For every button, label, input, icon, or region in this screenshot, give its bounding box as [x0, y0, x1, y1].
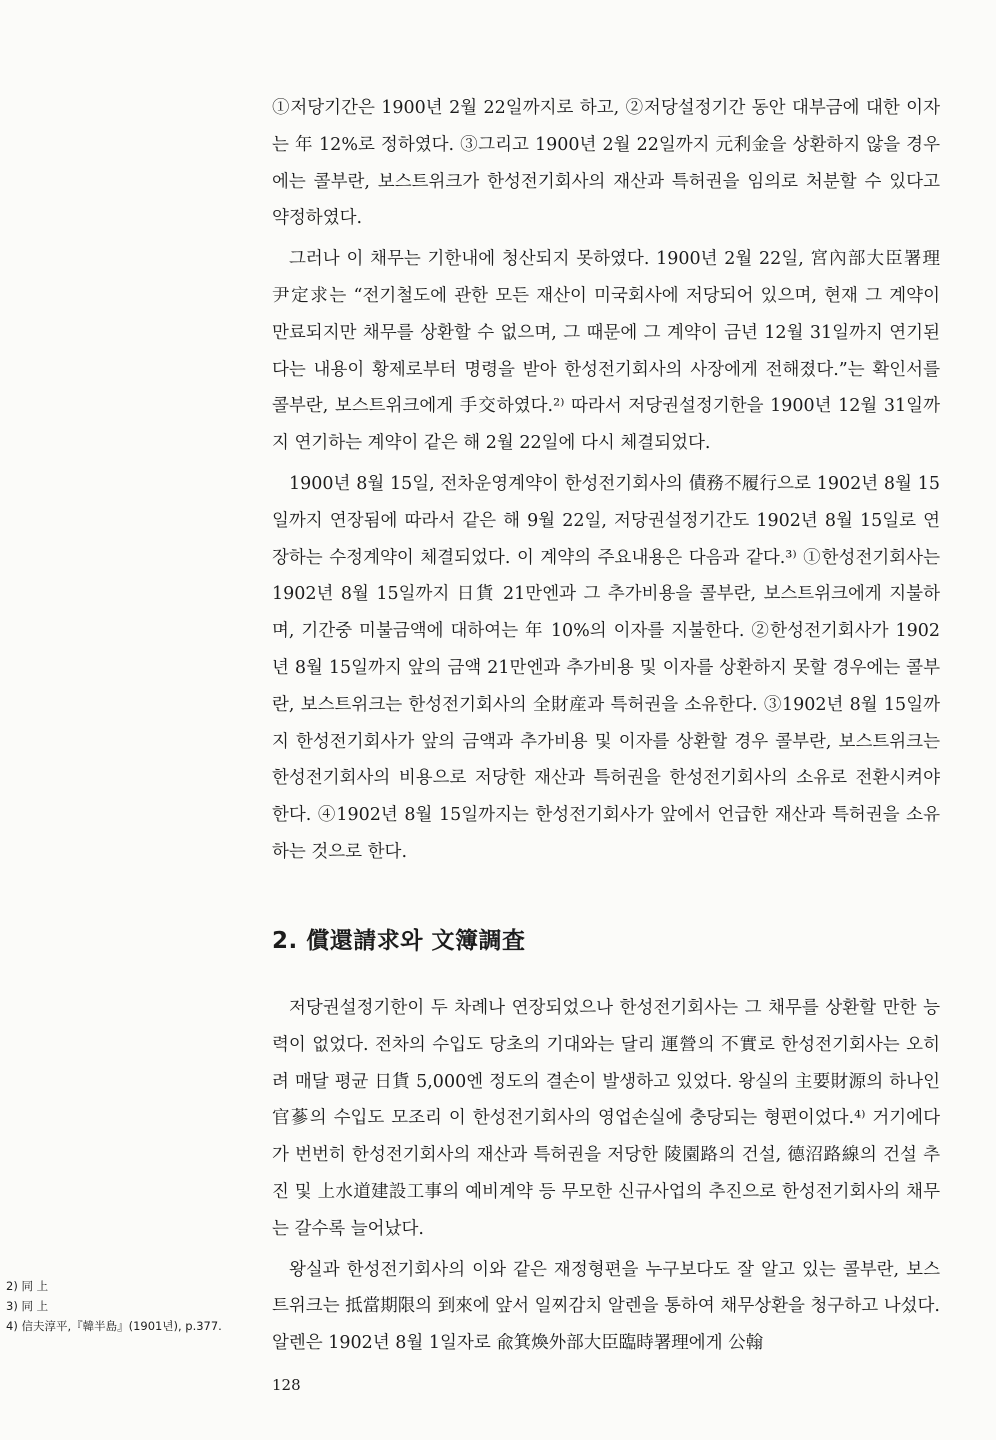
section-heading: 2. 償還請求와 文簿調査	[272, 928, 526, 954]
footnotes	[6, 1276, 256, 1336]
paragraph-2: 그러나 이 채무는 기한내에 청산되지 못하였다. 1900년 2월 22일, 宮內部大臣署理 尹定求는 “전기철도에 관한 모든 재산이 미국회사에 저당되어 있으며, 현재 그 계약이 만료되지만 채무를 상환할 수 없으며, 그 때문에 그 계약이 금년 12월 31일까지 연기된다는 내용이 황제로부터 명령을 받아 한성전기회사의 사장에게 전해졌다.”는 확인서를 콜부란, 보스트위크에게 手交하였다.²⁾ 따라서 저당권설정기한을 1900년 12월 31일까지 연기하는 계약이 같은 해 2월 22일에 다시 체결되었다.	[272, 249, 940, 454]
paragraph-1: ①저당기간은 1900년 2월 22일까지로 하고, ②저당설정기간 동안 대부금에 대한 이자는 年 12%로 정하였다. ③그리고 1900년 2월 22일까지 元利金을 상환하지 않을 경우에는 콜부란, 보스트위크가 한성전기회사의 재산과 특허권을 임의로 처분할 수 있다고 약정하였다.	[272, 98, 940, 229]
paragraph-5: 왕실과 한성전기회사의 이와 같은 재정형편을 누구보다도 잘 알고 있는 콜부란, 보스트위크는 抵當期限의 到來에 앞서 일찌감치 알렌을 통하여 채무상환을 청구하고 나섰다. 알렌은 1902년 8월 1일자로 兪箕煥外部大臣臨時署理에게 公翰	[272, 1259, 940, 1354]
paragraph-4: 저당권설정기한이 두 차례나 연장되었으나 한성전기회사는 그 채무를 상환할 만한 능력이 없었다. 전차의 수입도 당초의 기대와는 달리 運營의 不實로 한성전기회사는 오히려 매달 평균 日貨 5,000엔 정도의 결손이 발생하고 있었다. 왕실의 主要財源의 하나인 官蔘의 수입도 모조리 이 한성전기회사의 영업손실에 충당되는 형편이었다.⁴⁾ 거기에다가 번번히 한성전기회사의 재산과 특허권을 저당한 陵園路의 건설, 德沼路線의 건설 추진 및 上水道建設工事의 예비계약 등 무모한 신규사업의 추진으로 한성전기회사의 채무는 갈수록 늘어났다.	[272, 998, 940, 1239]
footnote-4: 4) 信夫淳平,『韓半島』(1901년), p.377.	[6, 1319, 222, 1333]
section2-text	[272, 990, 940, 1366]
footnote-3: 3) 同 上	[6, 1299, 49, 1313]
section1-text	[272, 90, 940, 875]
paragraph-3: 1900년 8월 15일, 전차운영계약이 한성전기회사의 債務不履行으로 1902년 8월 15일까지 연장됨에 따라서 같은 해 9월 22일, 저당권설정기간도 1902년 8월 15일로 연장하는 수정계약이 체결되었다. 이 계약의 주요내용은 다음과 같다.³⁾ ①한성전기회사는 1902년 8월 15일까지 日貨 21만엔과 그 추가비용을 콜부란, 보스트위크에게 지불하며, 기간중 미불금액에 대하여는 年 10%의 이자를 지불한다. ②한성전기회사가 1902년 8월 15일까지 앞의 금액 21만엔과 추가비용 및 이자를 상환하지 못할 경우에는 콜부란, 보스트위크는 한성전기회사의 全財産과 특허권을 소유한다. ③1902년 8월 15일까지 한성전기회사가 앞의 금액과 추가비용 및 이자를 상환할 경우 콜부란, 보스트위크는 한성전기회사의 비용으로 저당한 재산과 특허권을 한성전기회사의 소유로 전환시켜야 한다. ④1902년 8월 15일까지는 한성전기회사가 앞에서 언급한 재산과 특허권을 소유하는 것으로 한다.	[272, 473, 940, 862]
footnote-2: 2) 同 上	[6, 1279, 49, 1293]
page-number: 128	[272, 1376, 301, 1394]
